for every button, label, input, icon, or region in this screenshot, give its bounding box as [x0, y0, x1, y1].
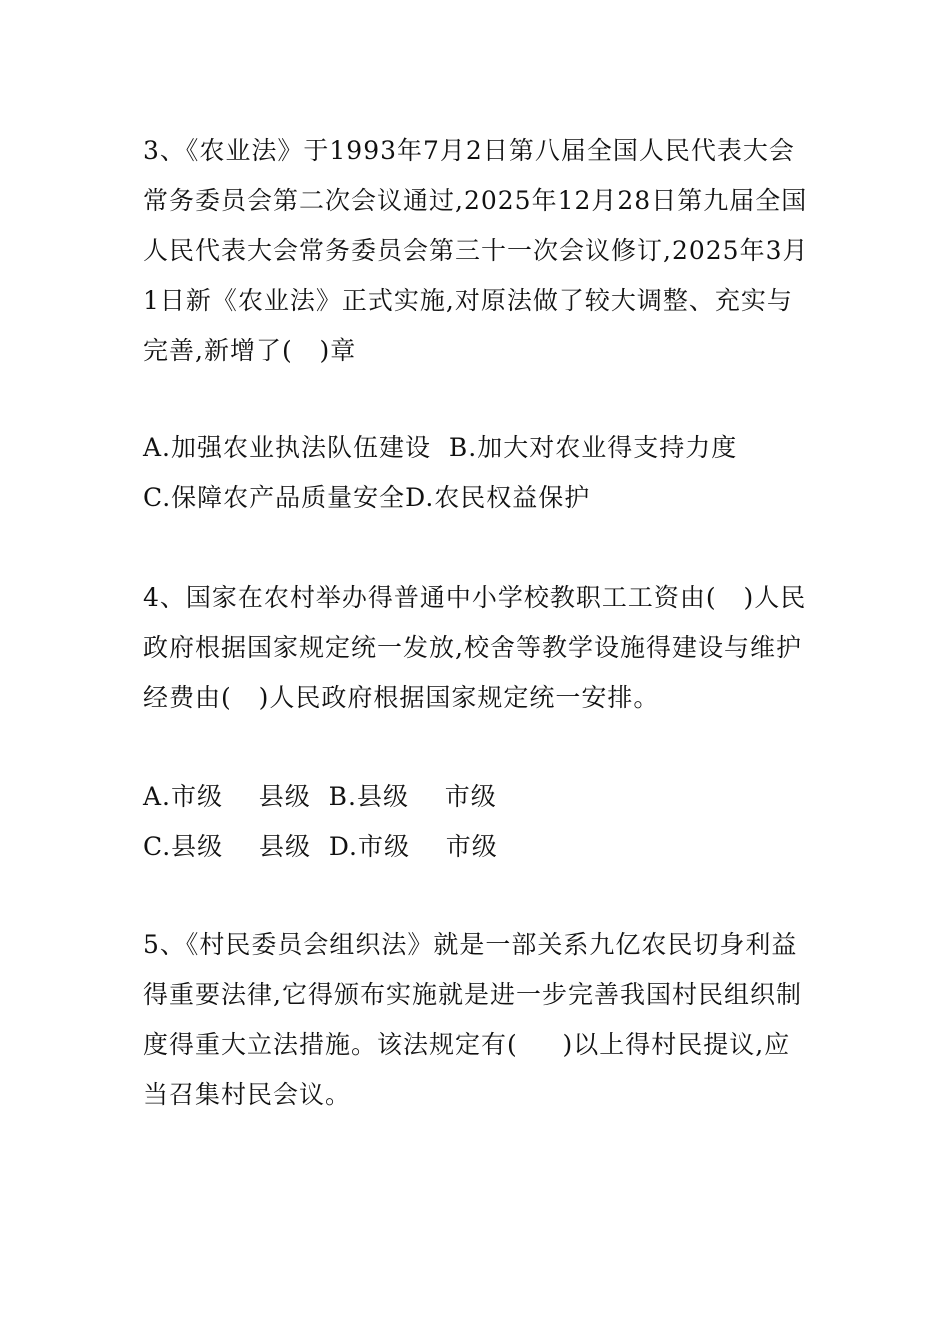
question-3-line: 完善,新增了( )章	[143, 336, 357, 365]
question-5-line: 度得重大立法措施。该法规定有( )以上得村民提议,应	[143, 1030, 791, 1059]
option-line: C.县级 县级 D.市级 市级	[143, 832, 498, 861]
question-4-line: 4、国家在农村举办得普通中小学校教职工工资由( )人民	[143, 583, 807, 612]
question-4	[143, 573, 808, 723]
question-3-options	[143, 423, 808, 523]
option-line: A.市级 县级 B.县级 市级	[143, 782, 497, 811]
option-line: A.加强农业执法队伍建设 B.加大对农业得支持力度	[143, 433, 738, 462]
question-3-line: 人民代表大会常务委员会第三十一次会议修订,2025年3月	[143, 236, 809, 265]
question-5-line: 得重要法律,它得颁布实施就是进一步完善我国村民组织制	[143, 980, 802, 1009]
question-4-line: 经费由( )人民政府根据国家规定统一安排。	[143, 683, 660, 712]
question-4-line: 政府根据国家规定统一发放,校舍等教学设施得建设与维护	[143, 633, 802, 662]
question-3-line: 常务委员会第二次会议通过,2025年12月28日第九届全国	[143, 186, 808, 215]
question-3-line: 1日新《农业法》正式实施,对原法做了较大调整、充实与	[143, 286, 793, 315]
question-3-line: 3、《农业法》于1993年7月2日第八届全国人民代表大会	[143, 136, 795, 165]
question-4-options	[143, 772, 808, 872]
question-5-line: 当召集村民会议。	[143, 1080, 352, 1109]
question-5	[143, 920, 808, 1120]
question-3	[143, 126, 808, 376]
question-5-line: 5、《村民委员会组织法》就是一部关系九亿农民切身利益	[143, 930, 798, 959]
option-line: C.保障农产品质量安全D.农民权益保护	[143, 483, 591, 512]
